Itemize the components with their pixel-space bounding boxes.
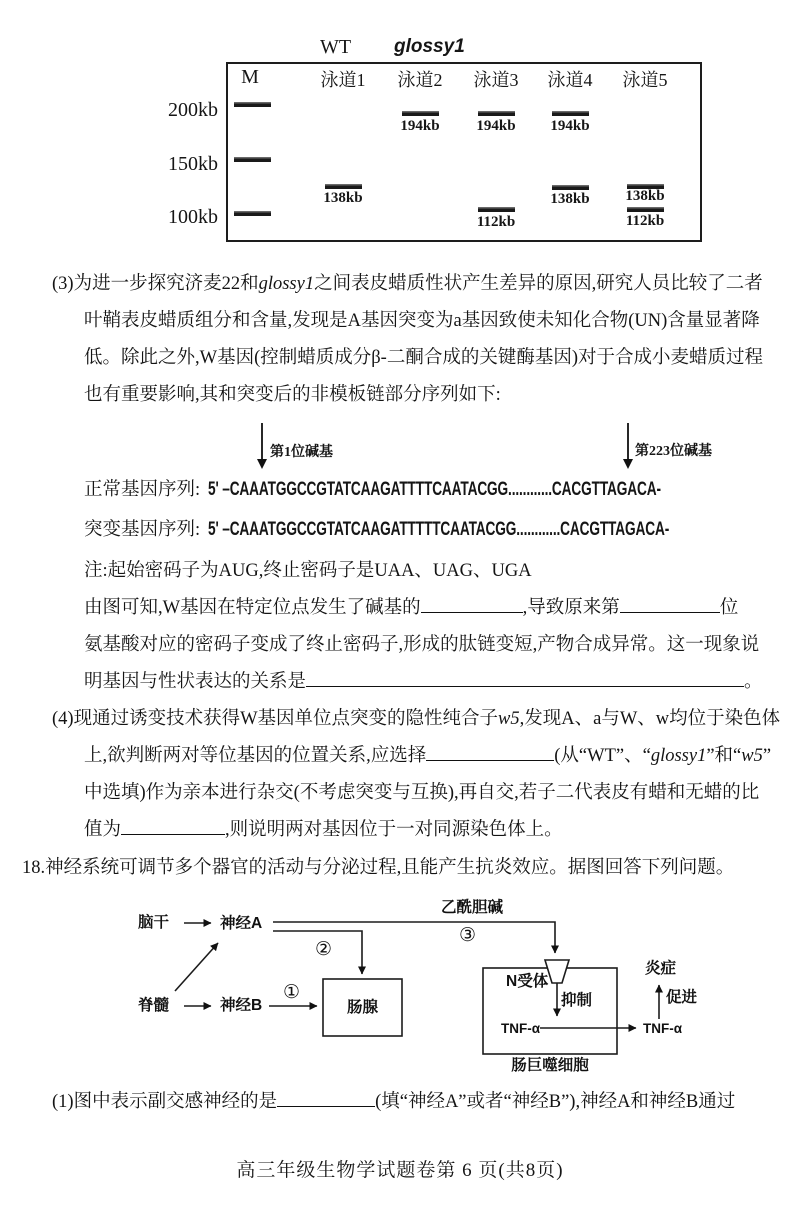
answer-blank (121, 821, 225, 835)
q18-stem: 18.神经系统可调节多个器官的活动与分泌过程,且能产生抗炎效应。据图回答下列问题。 (22, 858, 735, 878)
band-label: 138kb (323, 190, 363, 206)
marker-200kb: 200kb (168, 99, 218, 121)
band-label: 194kb (550, 118, 590, 134)
q4-line-1: (4)现通过诱变技术获得W基因单位点突变的隐性纯合子w5,发现A、a与W、w均位于染色体 (52, 709, 781, 729)
label-acetylcholine: 乙酰胆碱 (441, 899, 504, 916)
label-nerve-a: 神经A (220, 915, 263, 932)
q3-line-1: (3)为进一步探究济麦22和glossy1之间表皮蜡质性状产生差异的原因,研究人员比较了二者 (52, 274, 763, 294)
gel-band (627, 207, 664, 212)
normal-sequence-label: 正常基因序列: (84, 480, 201, 500)
base223-arrow-icon (621, 423, 635, 470)
label-spinal-cord: 脊髓 (138, 997, 170, 1014)
band-label: 194kb (400, 118, 440, 134)
lane-header-3: 泳道3 (473, 70, 519, 90)
band-label: 138kb (625, 188, 665, 204)
codon-note: 注:起始密码子为AUG,终止密码子是UAA、UAG、UGA (84, 561, 532, 581)
answer-blank (306, 673, 744, 687)
lane-header-m: M (241, 66, 259, 88)
lane-header-4: 泳道4 (547, 70, 593, 90)
band-label: 138kb (550, 191, 590, 207)
q3-line-4: 也有重要影响,其和突变后的非模板链部分序列如下: (84, 385, 501, 405)
q18-diagram (0, 890, 800, 1090)
q18-sub1: (1)图中表示副交感神经的是 (填“神经A”或者“神经B”),神经A和神经B通过 (52, 1092, 736, 1112)
label-tnf-outside: TNF-α (643, 1021, 683, 1036)
label-promote: 促进 (666, 989, 698, 1006)
circled-1: ① (283, 981, 301, 1003)
label-inhibit: 抑制 (561, 992, 593, 1009)
band-label: 112kb (625, 213, 665, 229)
gel-wt-label: WT (320, 36, 352, 58)
mutant-sequence: 5' –CAAATGGCCGTATCAAGATTTTTCAATACGG............CACGTTAGACA- (208, 519, 670, 540)
answer-blank (620, 599, 720, 613)
normal-sequence-row (84, 475, 800, 501)
band-label: 112kb (476, 214, 516, 230)
mutant-sequence-row (84, 515, 800, 541)
gel-band (478, 207, 515, 212)
label-inflammation: 炎症 (645, 960, 677, 977)
gel-band-marker-100 (234, 211, 271, 216)
q3-line-3: 低。除此之外,W基因(控制蜡质成分β-二酮合成的关键酶基因)对于合成小麦蜡质过程 (84, 348, 763, 368)
answer-blank (277, 1093, 375, 1107)
normal-sequence: 5' –CAAATGGCCGTATCAAGATTTTCAATACGG............CACGTTAGACA- (208, 479, 662, 500)
label-brainstem: 脑干 (138, 914, 170, 931)
gel-band-marker-150 (234, 157, 271, 162)
circled-3: ③ (459, 924, 477, 946)
gel-band (552, 111, 589, 116)
q3-fill-line-1: 由图可知,W基因在特定位点发生了碱基的 ,导致原来第 位 (84, 598, 739, 618)
q4-line-2: 上,欲判断两对等位基因的位置关系,应选择 (从“WT”、“glossy1”和“w5” (84, 746, 772, 766)
q3-amino-line: 氨基酸对应的密码子变成了终止密码子,形成的肽链变短,产物合成异常。这一现象说 (84, 635, 760, 655)
answer-blank (421, 599, 523, 613)
gel-glossy1-label: glossy1 (394, 36, 465, 57)
lane-header-5: 泳道5 (622, 70, 668, 90)
label-tnf-inside: TNF-α (501, 1021, 541, 1036)
circled-2: ② (315, 938, 333, 960)
lane-header-1: 泳道1 (320, 70, 366, 90)
answer-blank (426, 747, 554, 761)
gel-band (552, 185, 589, 190)
gel-band-marker-200 (234, 102, 271, 107)
marker-100kb: 100kb (168, 206, 218, 228)
label-nerve-b: 神经B (220, 997, 263, 1014)
label-intestinal-gland: 肠腺 (346, 999, 378, 1016)
marker-150kb: 150kb (168, 153, 218, 175)
label-macrophage: 肠巨噬细胞 (511, 1057, 589, 1074)
gel-band (402, 111, 439, 116)
gel-band (478, 111, 515, 116)
gel-band (325, 184, 362, 189)
base1-annotation: 第1位碱基 (270, 445, 333, 460)
q3-fill-line-2: 明基因与性状表达的关系是 。 (84, 672, 763, 692)
lane-header-2: 泳道2 (397, 70, 443, 90)
mutant-sequence-label: 突变基因序列: (84, 520, 201, 540)
q4-line-3: 中选填)作为亲本进行杂交(不考虑突变与互换),再自交,若子二代表皮有蜡和无蜡的比 (84, 783, 760, 803)
base1-arrow-icon (255, 423, 269, 470)
q4-line-4: 值为 ,则说明两对基因位于一对同源染色体上。 (84, 820, 563, 840)
band-label: 194kb (476, 118, 516, 134)
q3-line-2: 叶鞘表皮蜡质组分和含量,发现是A基因突变为a基因致使未知化合物(UN)含量显著降 (84, 311, 760, 331)
label-n-receptor: N受体 (506, 973, 549, 990)
base223-annotation: 第223位碱基 (635, 444, 712, 459)
page-footer: 高三年级生物学试题卷第 6 页(共8页) (236, 1160, 564, 1181)
